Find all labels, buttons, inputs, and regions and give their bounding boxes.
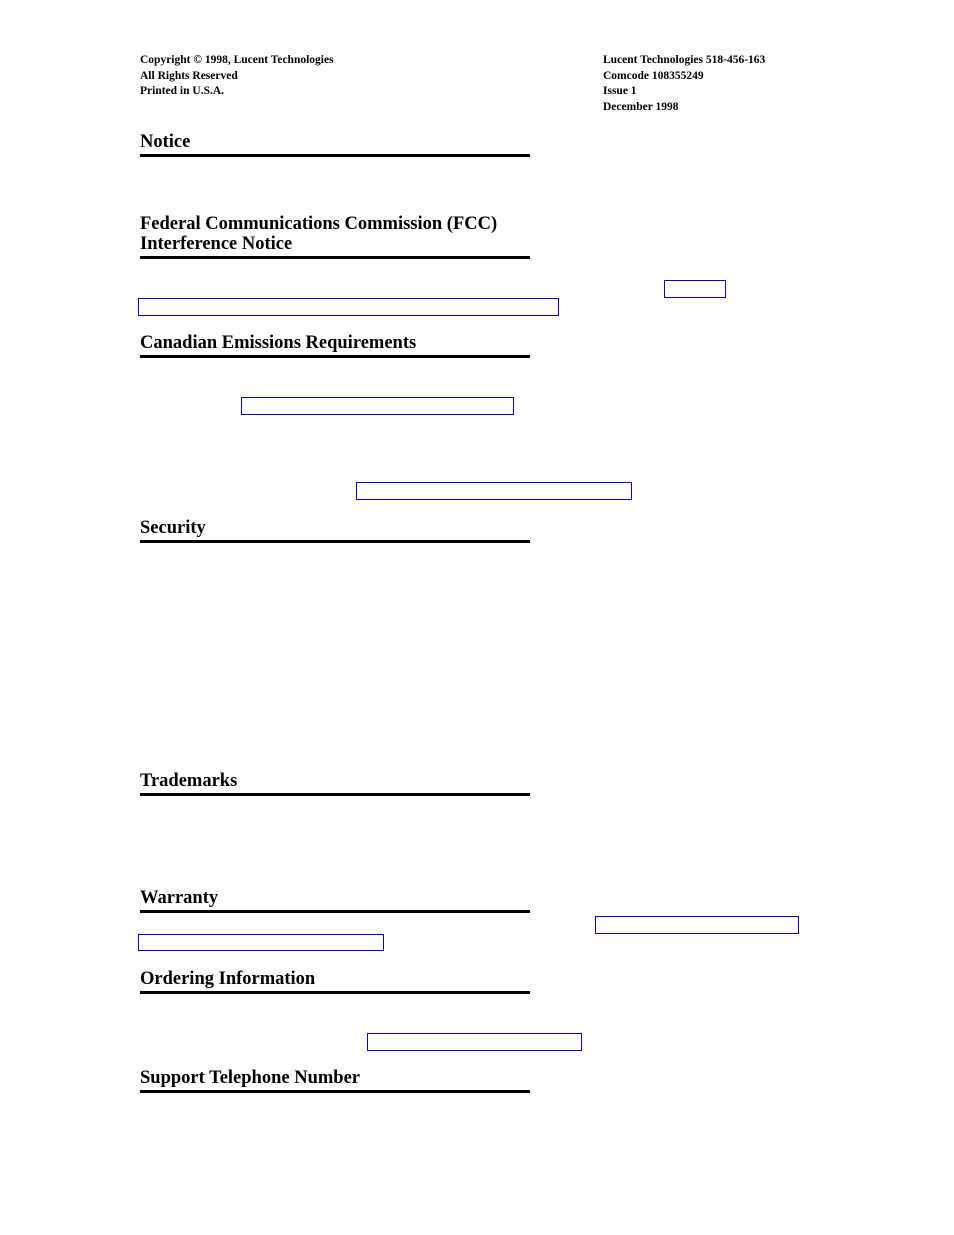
warranty-link-1[interactable] <box>595 916 799 934</box>
copyright-block <box>140 53 334 100</box>
printed-line: Printed in U.S.A. <box>140 85 225 97</box>
heading-support <box>140 1068 530 1093</box>
heading-fcc-line2: Interference Notice <box>140 234 293 254</box>
copyright-line: Copyright © 1998, Lucent Technologies <box>140 54 334 66</box>
heading-fcc-line1: Federal Communications Commission (FCC) <box>140 214 498 234</box>
canadian-link-2[interactable] <box>356 482 632 500</box>
heading-ordering-text: Ordering Information <box>140 969 316 989</box>
heading-support-text: Support Telephone Number <box>140 1068 360 1088</box>
issue-date: December 1998 <box>603 100 679 113</box>
fcc-link-1[interactable] <box>664 280 726 298</box>
heading-canadian <box>140 333 530 358</box>
heading-security <box>140 518 530 543</box>
heading-warranty <box>140 888 530 913</box>
rights-line: All Rights Reserved <box>140 69 238 82</box>
heading-ordering <box>140 969 530 994</box>
comcode: Comcode 108355249 <box>603 69 704 82</box>
issue-number: Issue 1 <box>603 85 637 97</box>
ordering-link[interactable] <box>367 1033 582 1051</box>
document-id-block <box>603 53 765 115</box>
fcc-link-2[interactable] <box>138 298 559 316</box>
heading-notice <box>140 132 530 157</box>
warranty-link-2[interactable] <box>138 934 384 951</box>
heading-warranty-text: Warranty <box>140 888 219 908</box>
heading-fcc <box>140 214 530 259</box>
heading-security-text: Security <box>140 518 206 538</box>
heading-canadian-text: Canadian Emissions Requirements <box>140 333 417 353</box>
canadian-link-1[interactable] <box>241 397 514 415</box>
heading-trademarks-text: Trademarks <box>140 771 238 791</box>
document-number: Lucent Technologies 518-456-163 <box>603 54 766 66</box>
heading-trademarks <box>140 771 530 796</box>
heading-notice-text: Notice <box>140 132 191 152</box>
